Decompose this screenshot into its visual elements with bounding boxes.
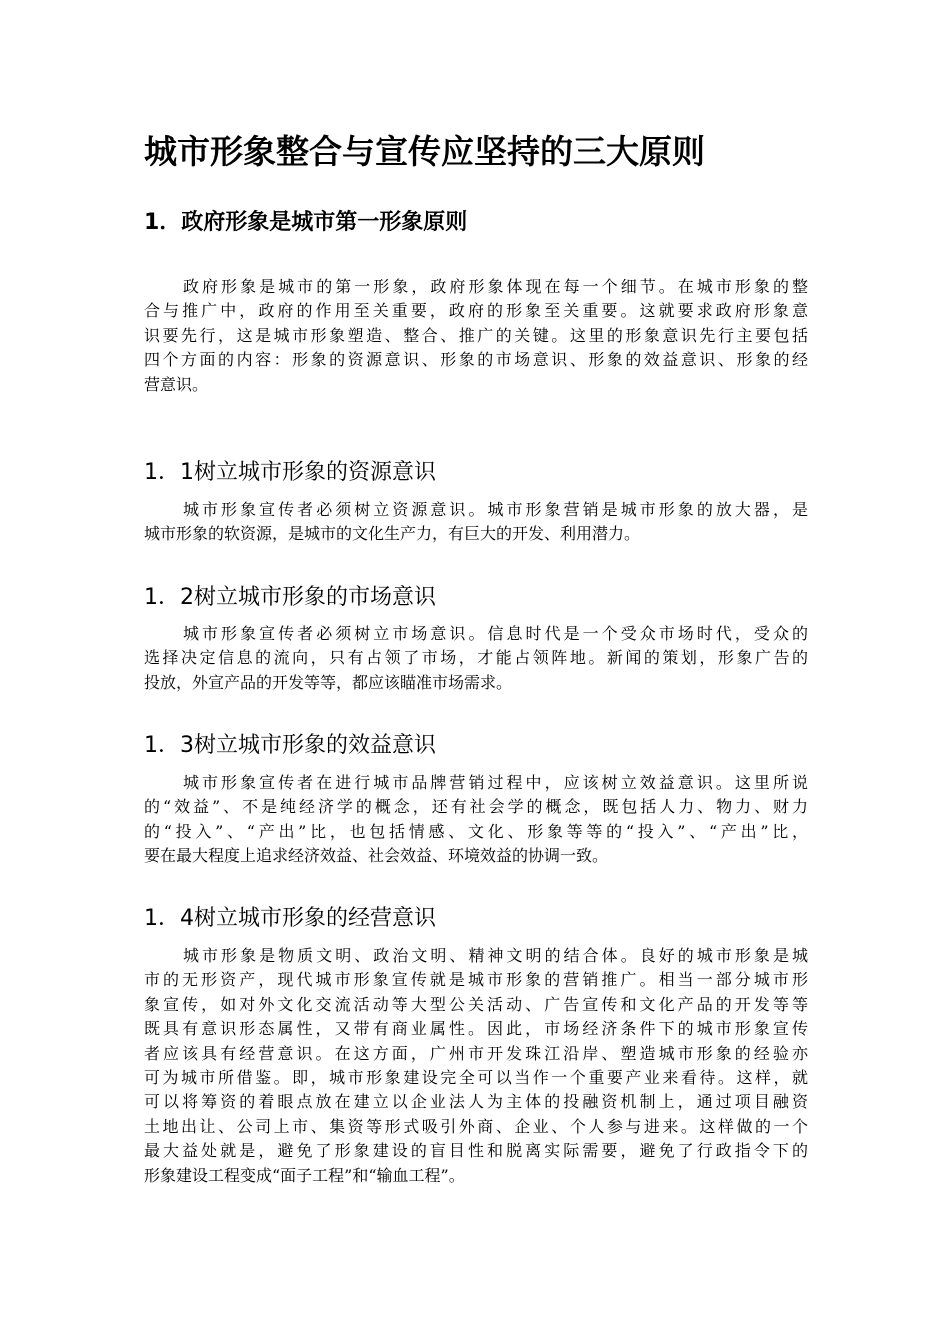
section-1-4-paragraph — [144, 944, 808, 1188]
section-1-2-heading: 1．2树立城市形象的市场意识 — [144, 585, 436, 610]
section-1-1-paragraph — [144, 498, 808, 547]
paragraph-line: 选择决定信息的流向，只有占领了市场，才能占领阵地。新闻的策划，形象广告的 — [144, 648, 808, 668]
section-1-2-paragraph — [144, 622, 808, 695]
section-1-3-paragraph — [144, 771, 808, 869]
paragraph-line: 要在最大程度上追求经济效益、社会效益、环境效益的协调一致。 — [144, 846, 609, 866]
paragraph-line: 城市形象宣传者必须树立资源意识。城市形象营销是城市形象的放大器，是 — [183, 500, 808, 519]
paragraph-line: 可为城市所借鉴。即，城市形象建设完全可以当作一个重要产业来看待。这样，就 — [144, 1067, 808, 1087]
section-1-1-heading: 1．1树立城市形象的资源意识 — [144, 460, 436, 485]
paragraph-line: 投放，外宣产品的开发等等，都应该瞄准市场需求。 — [144, 672, 513, 692]
paragraph-line: 政府形象是城市的第一形象，政府形象体现在每一个细节。在城市形象的整 — [183, 277, 808, 296]
section-1-heading: 1．政府形象是城市第一形象原则 — [144, 210, 468, 235]
paragraph-line: 四个方面的内容：形象的资源意识、形象的市场意识、形象的效益意识、形象的经 — [144, 350, 808, 370]
paragraph-line: 最大益处就是，避免了形象建设的盲目性和脱离实际需要，避免了行政指令下的 — [144, 1141, 808, 1161]
paragraph-line: 识要先行，这是城市形象塑造、整合、推广的关键。这里的形象意识先行主要包括 — [144, 325, 808, 345]
paragraph-line: 象宣传，如对外文化交流活动等大型公关活动、广告宣传和文化产品的开发等等 — [144, 994, 808, 1014]
paragraph-line: 者应该具有经营意识。在这方面，广州市开发珠江沿岸、塑造城市形象的经验亦 — [144, 1043, 808, 1063]
paragraph-line: 市的无形资产，现代城市形象宣传就是城市形象的营销推广。相当一部分城市形 — [144, 970, 808, 990]
document-title: 城市形象整合与宣传应坚持的三大原则 — [144, 132, 705, 171]
paragraph-line: 城市形象宣传者在进行城市品牌营销过程中，应该树立效益意识。这里所说 — [183, 773, 808, 792]
paragraph-line: 城市形象宣传者必须树立市场意识。信息时代是一个受众市场时代，受众的 — [183, 624, 808, 643]
paragraph-line: 既具有意识形态属性，又带有商业属性。因此，市场经济条件下的城市形象宣传 — [144, 1019, 808, 1039]
paragraph-line: 的“投入”、“产出”比，也包括情感、文化、形象等等的“投入”、“产出”比， — [144, 821, 808, 841]
section-1-paragraph — [144, 275, 808, 397]
section-1-4-heading: 1．4树立城市形象的经营意识 — [144, 906, 436, 931]
section-1-3-heading: 1．3树立城市形象的效益意识 — [144, 733, 436, 758]
paragraph-line: 营意识。 — [144, 374, 209, 394]
paragraph-line: 城市形象是物质文明、政治文明、精神文明的结合体。良好的城市形象是城 — [183, 946, 808, 965]
paragraph-line: 城市形象的软资源，是城市的文化生产力，有巨大的开发、利用潜力。 — [144, 524, 641, 544]
paragraph-line: 可以将筹资的着眼点放在建立以企业法人为主体的投融资机制上，通过项目融资 — [144, 1092, 808, 1112]
paragraph-line: 合与推广中，政府的作用至关重要，政府的形象至关重要。这就要求政府形象意 — [144, 301, 808, 321]
paragraph-line: 形象建设工程变成“面子工程”和“输血工程”。 — [144, 1165, 465, 1185]
paragraph-line: 土地出让、公司上市、集资等形式吸引外商、企业、个人参与进来。这样做的一个 — [144, 1116, 808, 1136]
paragraph-line: 的“效益”、不是纯经济学的概念，还有社会学的概念，既包括人力、物力、财力 — [144, 797, 808, 817]
